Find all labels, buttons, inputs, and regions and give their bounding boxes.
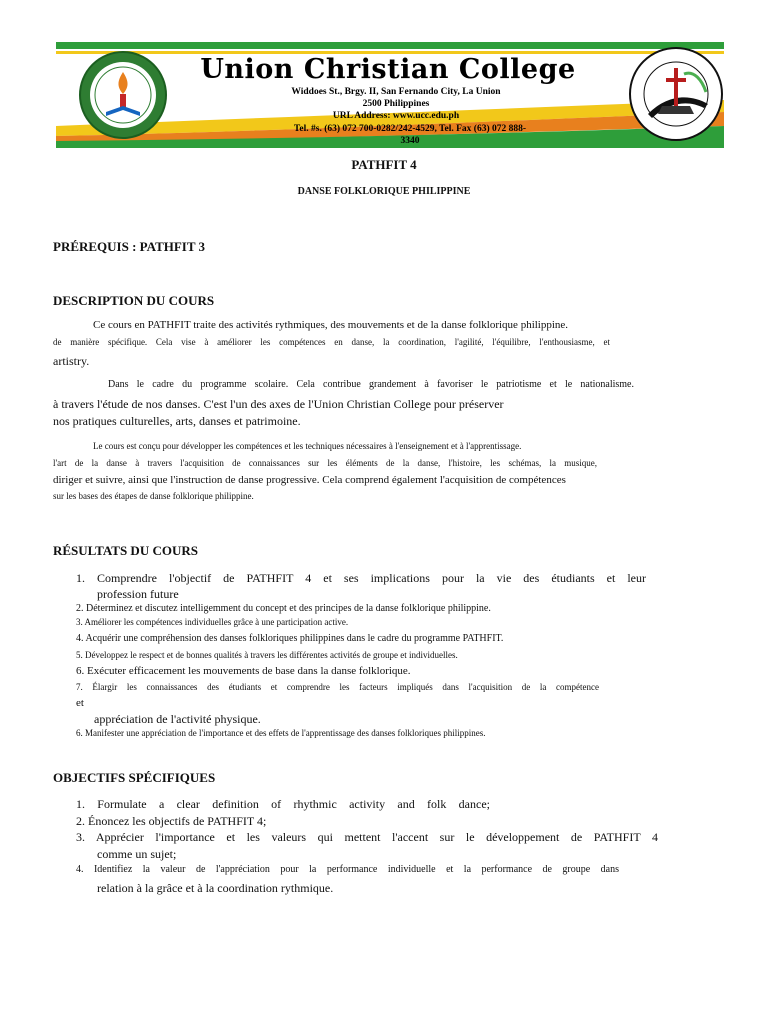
results-heading: RÉSULTATS DU COURS <box>53 543 198 558</box>
results-item-cont: profession future <box>97 587 179 601</box>
objective-item: 2. Énoncez les objectifs de PATHFIT 4; <box>76 814 267 828</box>
description-line <box>53 458 597 468</box>
description-line-text: de manière spécifique. Cela vise à améliorer les compétences en danse, la coordination, l'agilité, l'équilibre, l'enthousiasme, et <box>53 337 610 347</box>
prereq-heading: PRÉREQUIS : PATHFIT 3 <box>53 239 206 254</box>
results-item-text: 7. Élargir les connaissances des étudiants et comprendre les facteurs impliqués dans l'acquisition de la compétence <box>76 682 599 692</box>
results-item-text: 1. Comprendre l'objectif de PATHFIT 4 et ses implications pour la vie des étudiants et leur <box>76 571 646 585</box>
address-phone <box>260 123 560 147</box>
description-line: sur les bases des étapes de danse folklorique philippine. <box>53 491 254 501</box>
results-item <box>76 571 646 586</box>
results-item-cont: appréciation de l'activité physique. <box>94 712 261 726</box>
objective-item-cont: relation à la grâce et à la coordination rythmique. <box>97 881 334 895</box>
results-item: 3. Améliorer les compétences individuelles grâce à une participation active. <box>76 617 349 627</box>
address-url: URL Address: www.ucc.edu.ph <box>332 111 460 121</box>
college-name: Union Christian College <box>200 54 576 85</box>
church-seal-icon <box>628 44 724 144</box>
description-line: nos pratiques culturelles, arts, danses et patrimoine. <box>53 414 301 428</box>
objective-item-text: 3. Apprécier l'importance et les valeurs qui mettent l'accent sur le développement de PATHFIT 4 <box>76 830 658 844</box>
results-item <box>76 682 599 692</box>
objective-item <box>76 864 619 875</box>
course-subtitle: DANSE FOLKLORIQUE PHILIPPINE <box>297 186 471 197</box>
letterhead <box>56 40 724 148</box>
results-item-cont: et <box>76 697 84 709</box>
results-item: 4. Acquérir une compréhension des danses folkloriques philippines dans le cadre du programme PATHFIT. <box>76 633 504 644</box>
results-item: 5. Développez le respect et de bonnes qualités à travers les différentes activités de groupe et individuelles. <box>76 650 458 660</box>
address-street: Widdoes St., Brgy. II, San Fernando City, La Union <box>291 87 501 97</box>
objective-item <box>76 797 490 812</box>
description-line: à travers l'étude de nos danses. C'est l'un des axes de l'Union Christian College pour préserver <box>53 397 504 411</box>
results-item: 6. Exécuter efficacement les mouvements de base dans la danse folklorique. <box>76 665 411 677</box>
objective-item-cont: comme un sujet; <box>97 847 177 861</box>
objective-item-text: 4. Identifiez la valeur de l'appréciation pour la performance individuelle et la performance de groupe dans <box>76 864 619 875</box>
objective-item-text: 1. Formulate a clear definition of rhythmic activity and folk dance; <box>76 797 490 811</box>
description-line: Ce cours en PATHFIT traite des activités rythmiques, des mouvements et de la danse folklorique philippine. <box>93 319 569 331</box>
description-line-text: Dans le cadre du programme scolaire. Cela contribue grandement à favoriser le patriotisme et le nationalisme. <box>108 379 634 390</box>
results-item: 2. Déterminez et discutez intelligemment du concept et des principes de la danse folklorique philippine. <box>76 603 491 614</box>
address-phone-cont: 3340 <box>400 136 420 146</box>
address-country: 2500 Philippines <box>362 99 430 109</box>
description-line: Le cours est conçu pour développer les compétences et les techniques nécessaires à l'enseignement et à l'apprentissage. <box>93 441 522 451</box>
description-heading: DESCRIPTION DU COURS <box>53 293 215 308</box>
description-line <box>108 379 634 390</box>
objective-item <box>76 830 658 845</box>
description-line: diriger et suivre, ainsi que l'instruction de danse progressive. Cela comprend également l'acquisition de compétences <box>53 474 566 486</box>
college-seal-icon <box>78 50 168 140</box>
address-phone-line: Tel. #s. (63) 072 700-0282/242-4529, Tel. Fax (63) 072 888- <box>293 124 527 134</box>
description-line <box>53 337 610 347</box>
objectives-heading: OBJECTIFS SPÉCIFIQUES <box>53 770 216 785</box>
description-line: artistry. <box>53 354 90 368</box>
course-title: PATHFIT 4 <box>351 157 417 172</box>
results-item: 6. Manifester une appréciation de l'importance et des effets de l'apprentissage des danses folkloriques philippines. <box>76 728 486 738</box>
description-line-text: l'art de la danse à travers l'acquisition de connaissances sur les éléments de la danse, l'histoire, les schémas, la musique, <box>53 458 597 468</box>
